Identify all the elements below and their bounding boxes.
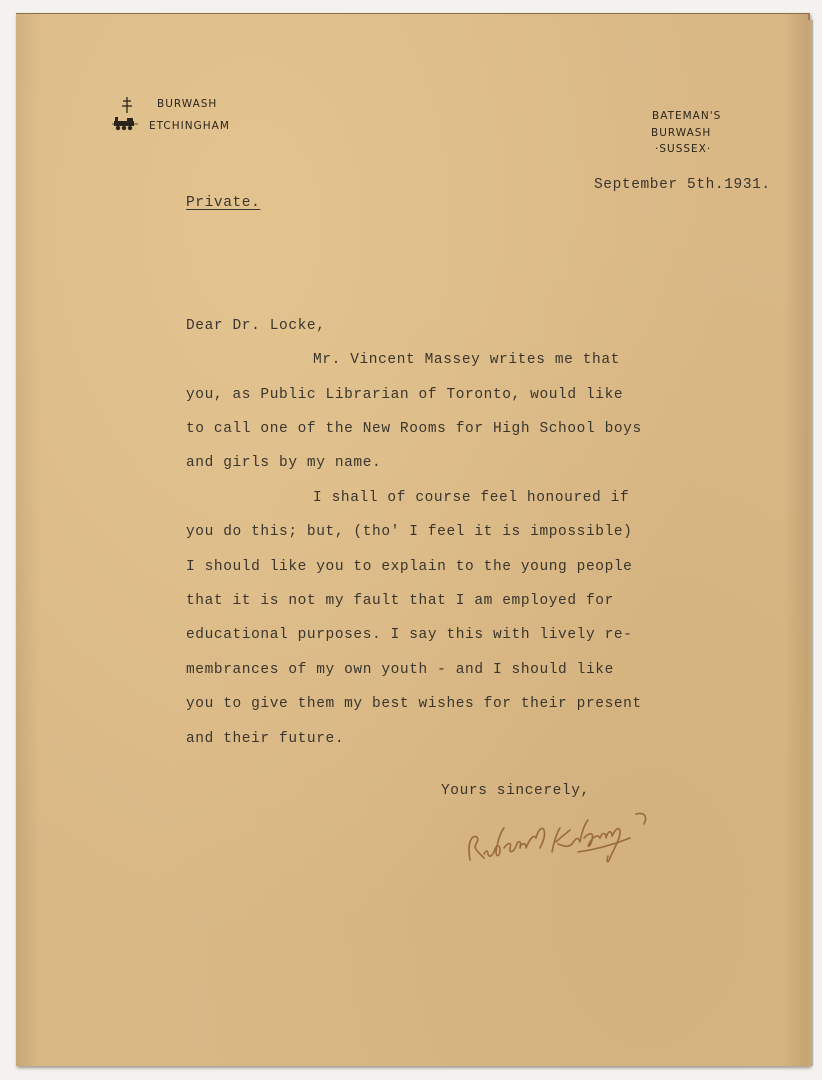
- body-line-11: you to give them my best wishes for their present: [186, 696, 642, 712]
- body-line-5: I shall of course feel honoured if: [313, 490, 630, 506]
- body-line-2: you, as Public Librarian of Toronto, would like: [186, 387, 624, 403]
- letterhead-county: ·SUSSEX·: [655, 143, 712, 155]
- signature-image: [460, 808, 660, 870]
- train-icon: [112, 116, 140, 131]
- private-marking: Private.: [186, 195, 261, 211]
- body-line-6: you do this; but, (tho' I feel it is impossible): [186, 524, 633, 540]
- body-line-8: that it is not my fault that I am employed for: [186, 593, 614, 609]
- closing: Yours sincerely,: [441, 783, 590, 799]
- salutation: Dear Dr. Locke,: [186, 318, 326, 334]
- letterhead-station-place: ETCHINGHAM: [149, 120, 230, 132]
- body-line-7: I should like you to explain to the young people: [186, 559, 633, 575]
- telegraph-cross-icon: [121, 96, 133, 114]
- body-line-3: to call one of the New Rooms for High School boys: [186, 421, 642, 437]
- letterhead-telegraph-place: BURWASH: [157, 98, 218, 110]
- body-line-10: membrances of my own youth - and I should like: [186, 662, 614, 678]
- body-line-4: and girls by my name.: [186, 455, 382, 471]
- letterhead-village: BURWASH: [651, 127, 712, 139]
- body-line-12: and their future.: [186, 731, 345, 747]
- letter-date: September 5th.1931.: [594, 177, 771, 193]
- body-line-1: Mr. Vincent Massey writes me that: [313, 352, 620, 368]
- body-line-9: educational purposes. I say this with lively re-: [186, 627, 633, 643]
- letterhead-house-name: BATEMAN'S: [652, 110, 722, 122]
